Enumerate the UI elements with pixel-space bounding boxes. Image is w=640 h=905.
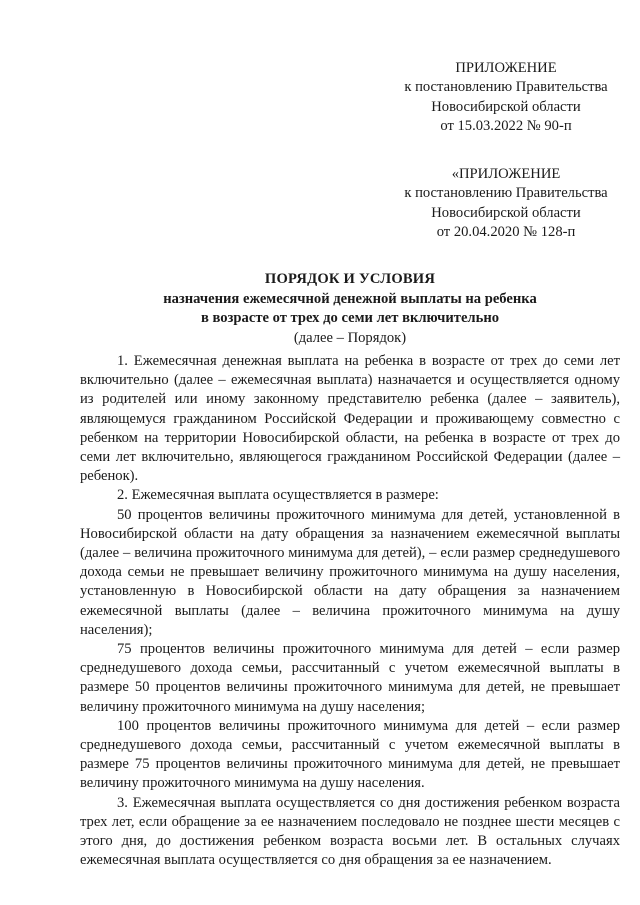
appendix-title: ПРИЛОЖЕНИЕ	[455, 60, 557, 76]
document-subtitle: назначения ежемесячной денежной выплаты на ребенка	[163, 290, 537, 307]
appendix-line: Новосибирской области	[431, 98, 581, 115]
appendix-header-previous	[390, 165, 622, 242]
appendix-line: к постановлению Правительства	[404, 185, 608, 202]
appendix-line: Новосибирской области	[431, 204, 581, 221]
paragraph: 3. Ежемесячная выплата осуществляется со дня достижения ребенком возраста трех лет, если обращение за ее назначением последовало не позднее шести месяцев с этого дня, до достижения ребенком возраста восьми лет. В остальных случаях ежемесячная выплата осуществляется со дня обращения за ее назначением.	[80, 794, 620, 869]
paragraph: 100 процентов величины прожиточного минимума для детей – если размер среднедушевого дохода семьи, рассчитанный с учетом ежемесячной выплаты в размере 75 процентов величины прожиточного минимума для детей, не превышает величину прожиточного минимума на душу населения.	[80, 717, 620, 792]
paragraph: 50 процентов величины прожиточного минимума для детей, установленной в Новосибирской области на дату обращения за назначением ежемесячной выплаты (далее – величина прожиточного минимума для детей), – если размер среднедушевого дохода семьи не превышает величину прожиточного минимума на душу населения, установленную в Новосибирской области на дату обращения за назначением ежемесячной выплаты (далее – величина прожиточного минимума на душу населения);	[80, 506, 620, 638]
document-heading	[80, 270, 620, 348]
appendix-title: «ПРИЛОЖЕНИЕ	[451, 166, 561, 182]
paragraph: 2. Ежемесячная выплата осуществляется в размере:	[117, 487, 439, 504]
appendix-date-number: от 15.03.2022 № 90-п	[440, 117, 572, 134]
appendix-line: к постановлению Правительства	[404, 79, 608, 96]
paragraph: 1. Ежемесячная денежная выплата на ребенка в возрасте от трех до семи лет включительно (далее – ежемесячная выплата) назначается и осуществляется одному из родителей или иному законному представителю ребенка (далее – заявитель), являющемуся гражданином Российской Федерации и проживающему совместно с ребенком на территории Новосибирской области, на ребенка в возрасте от трех до семи лет включительно, являющегося гражданином Российской Федерации (далее – ребенок).	[80, 353, 620, 485]
document-subtitle: в возрасте от трех до семи лет включительно	[200, 310, 500, 326]
appendix-date-number: от 20.04.2020 № 128-п	[436, 223, 576, 240]
paragraph: 75 процентов величины прожиточного минимума для детей – если размер среднедушевого дохода семьи, рассчитанный с учетом ежемесячной выплаты в размере 50 процентов величины прожиточного минимума для детей, не превышает величину прожиточного минимума на душу населения;	[80, 641, 620, 715]
appendix-header-current	[390, 59, 622, 136]
document-body	[80, 352, 620, 870]
document-heading-note: (далее – Порядок)	[293, 329, 407, 346]
document-title: ПОРЯДОК И УСЛОВИЯ	[264, 271, 436, 287]
